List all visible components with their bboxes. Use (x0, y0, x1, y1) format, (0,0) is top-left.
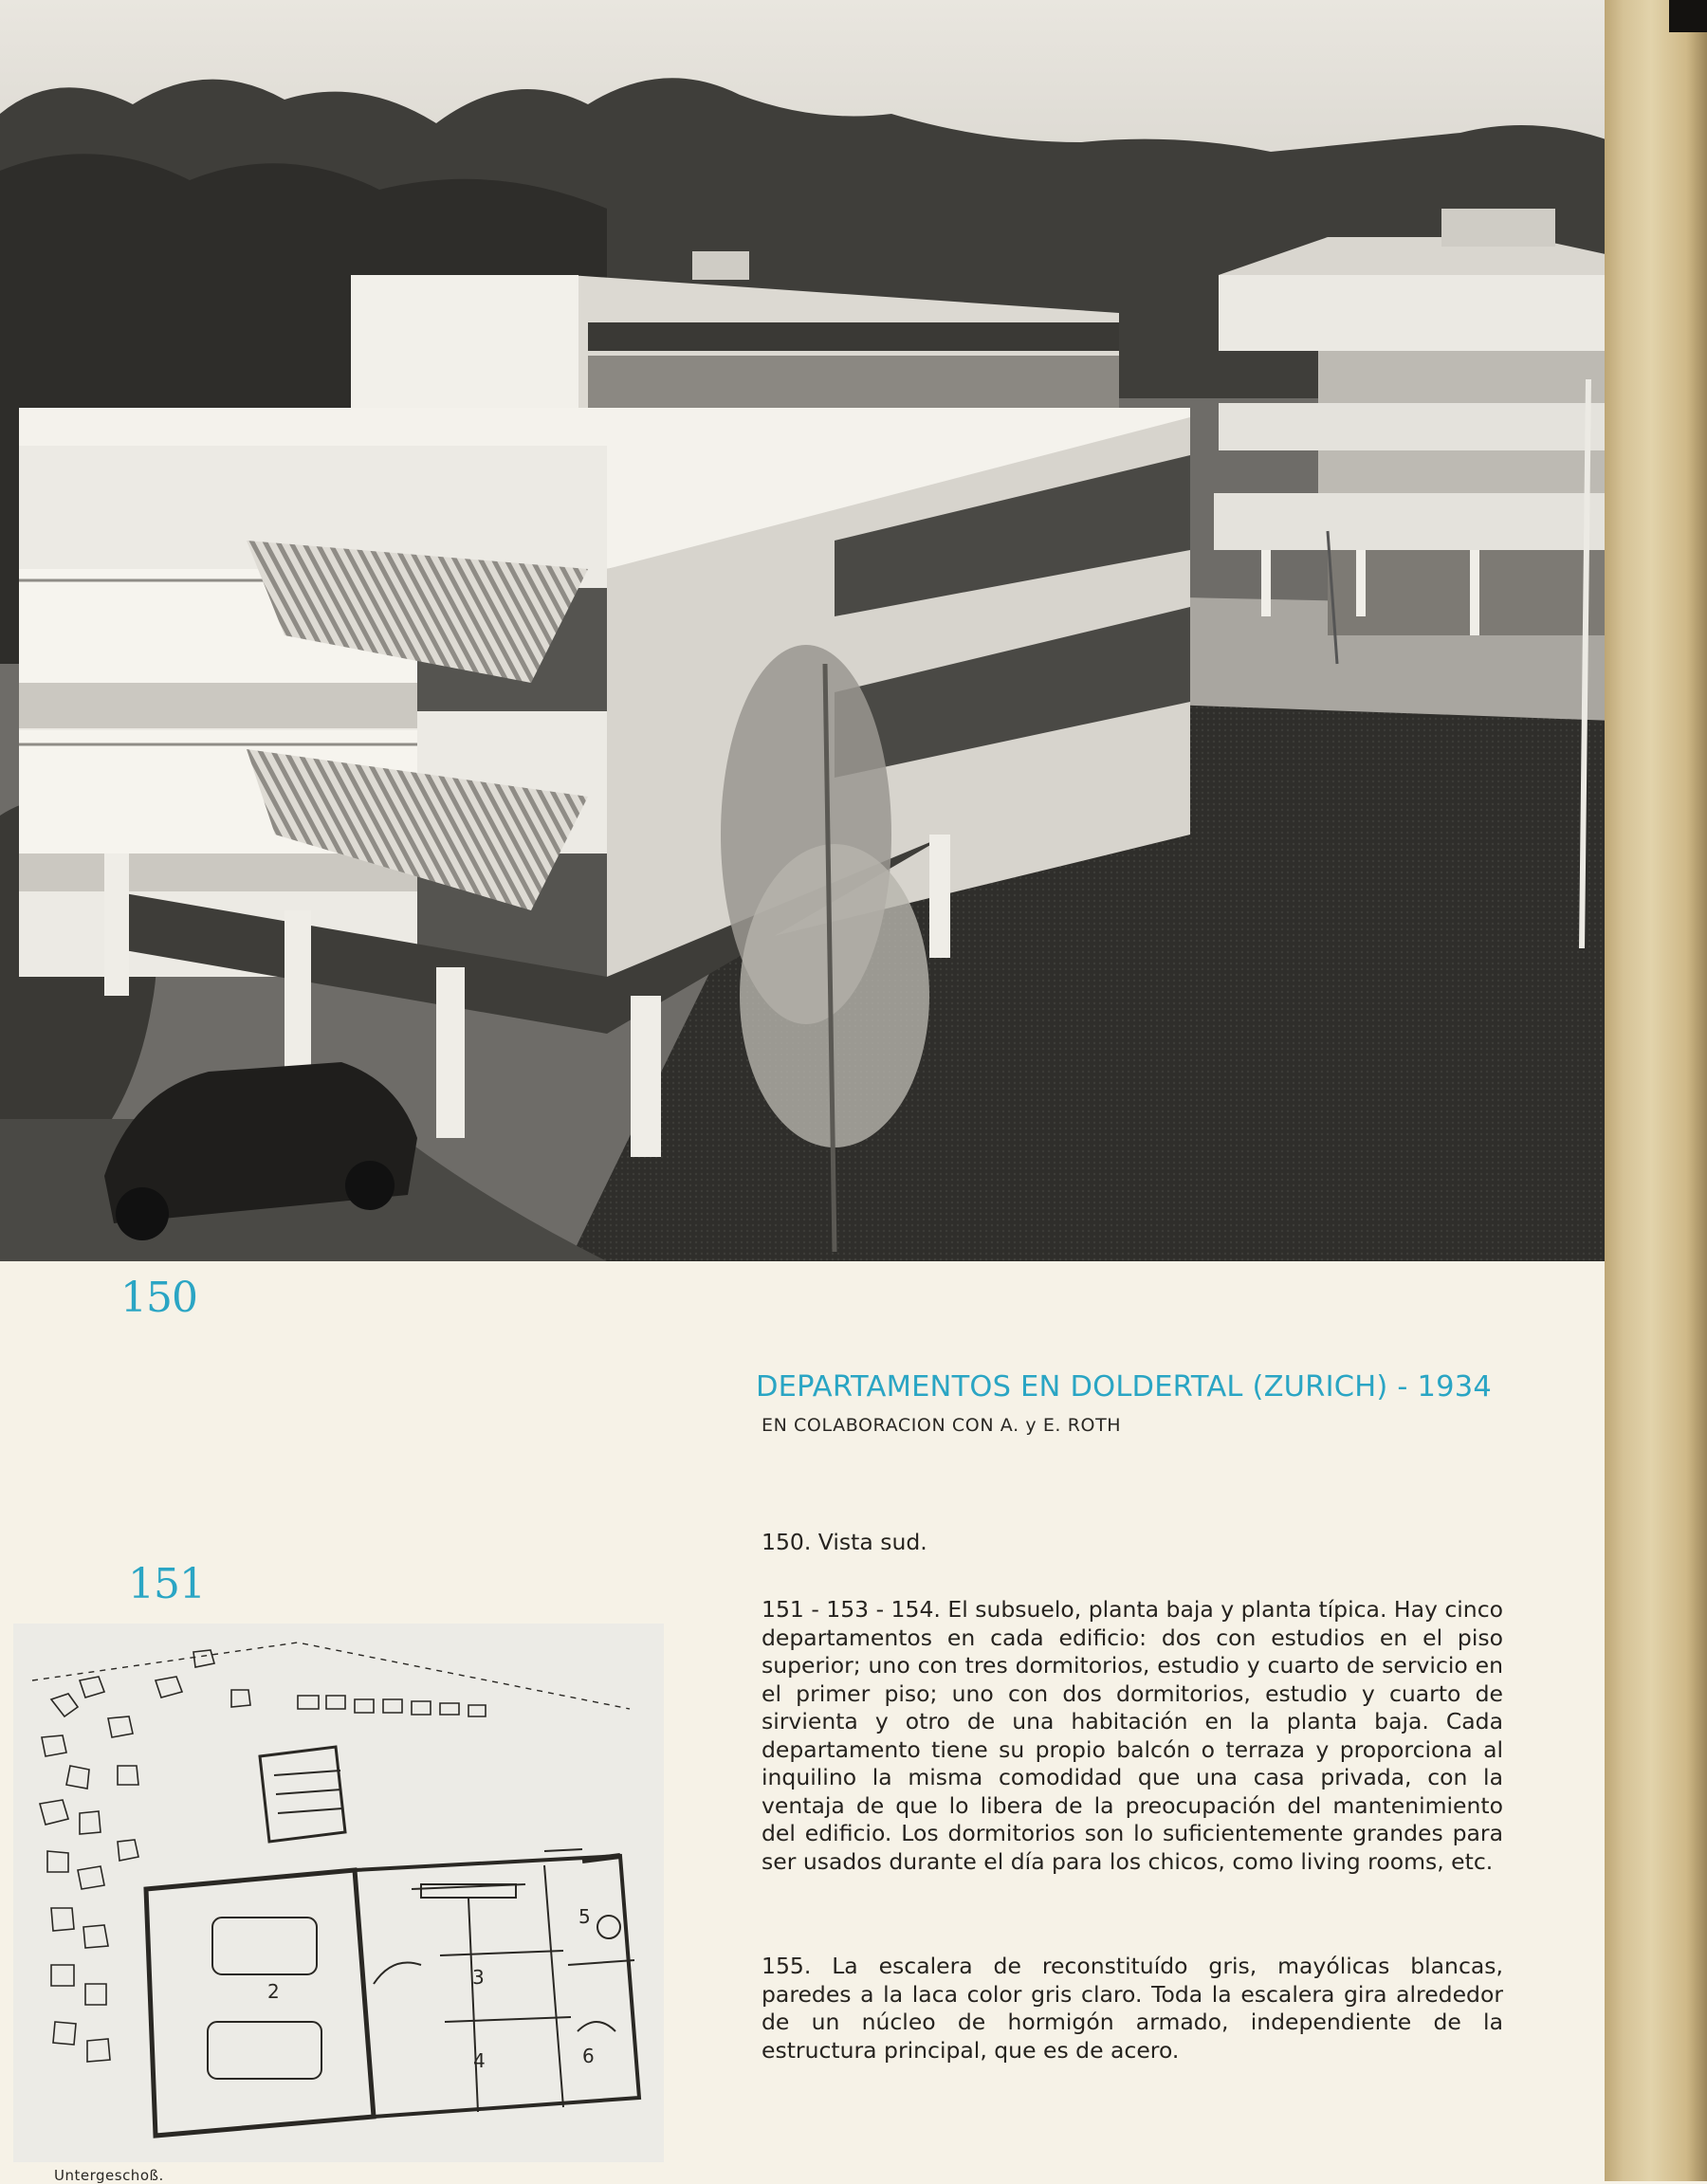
room-number-4: 4 (473, 2049, 486, 2072)
page-subtitle: EN COLABORACION CON A. y E. ROTH (762, 1415, 1122, 1436)
page-corner-shadow (1669, 0, 1707, 32)
floor-plan-caption: Untergeschoß. (54, 2167, 164, 2184)
floor-plan-drawing (13, 1624, 664, 2162)
caption-150: 150. Vista sud. (762, 1529, 927, 1555)
caption-155: 155. La escalera de reconstituído gris, mayólicas blancas, paredes a la laca color gris claro. Toda la escalera gira alrededor de un núcleo de hormigón armado, independiente de la estructura principal, que es de acero. (762, 1953, 1503, 2064)
room-number-6: 6 (582, 2045, 595, 2067)
figure-number-151: 151 (128, 1560, 205, 1608)
room-number-5: 5 (578, 1905, 591, 1928)
caption-151-153-154: 151 - 153 - 154. El subsuelo, planta baja y planta típica. Hay cinco departamentos en cada edificio: dos con estudios en el piso superior; uno con tres dormitorios, estudio y cuarto de servicio en el primer piso; uno con dos dormitorios, estudio y cuarto de sirvienta y otro de una habitación en la planta baja. Cada departamento tiene su propio balcón o terraza y proporciona al inquilino la misma comodidad que una casa privada, con la ventaja de que lo libera de la preocupación del mantenimiento del edificio. Los dormitorios son lo suficientemente grandes para ser usados durante el día para los chicos, como living rooms, etc. (762, 1596, 1503, 1875)
room-number-3: 3 (472, 1966, 485, 1989)
floor-plan-illustration (13, 1624, 664, 2162)
figure-number-150: 150 (120, 1274, 197, 1322)
book-gutter (1605, 0, 1707, 2181)
room-number-2: 2 (267, 1980, 280, 2003)
page-title: DEPARTAMENTOS EN DOLDERTAL (ZURICH) - 1934 (756, 1370, 1492, 1404)
